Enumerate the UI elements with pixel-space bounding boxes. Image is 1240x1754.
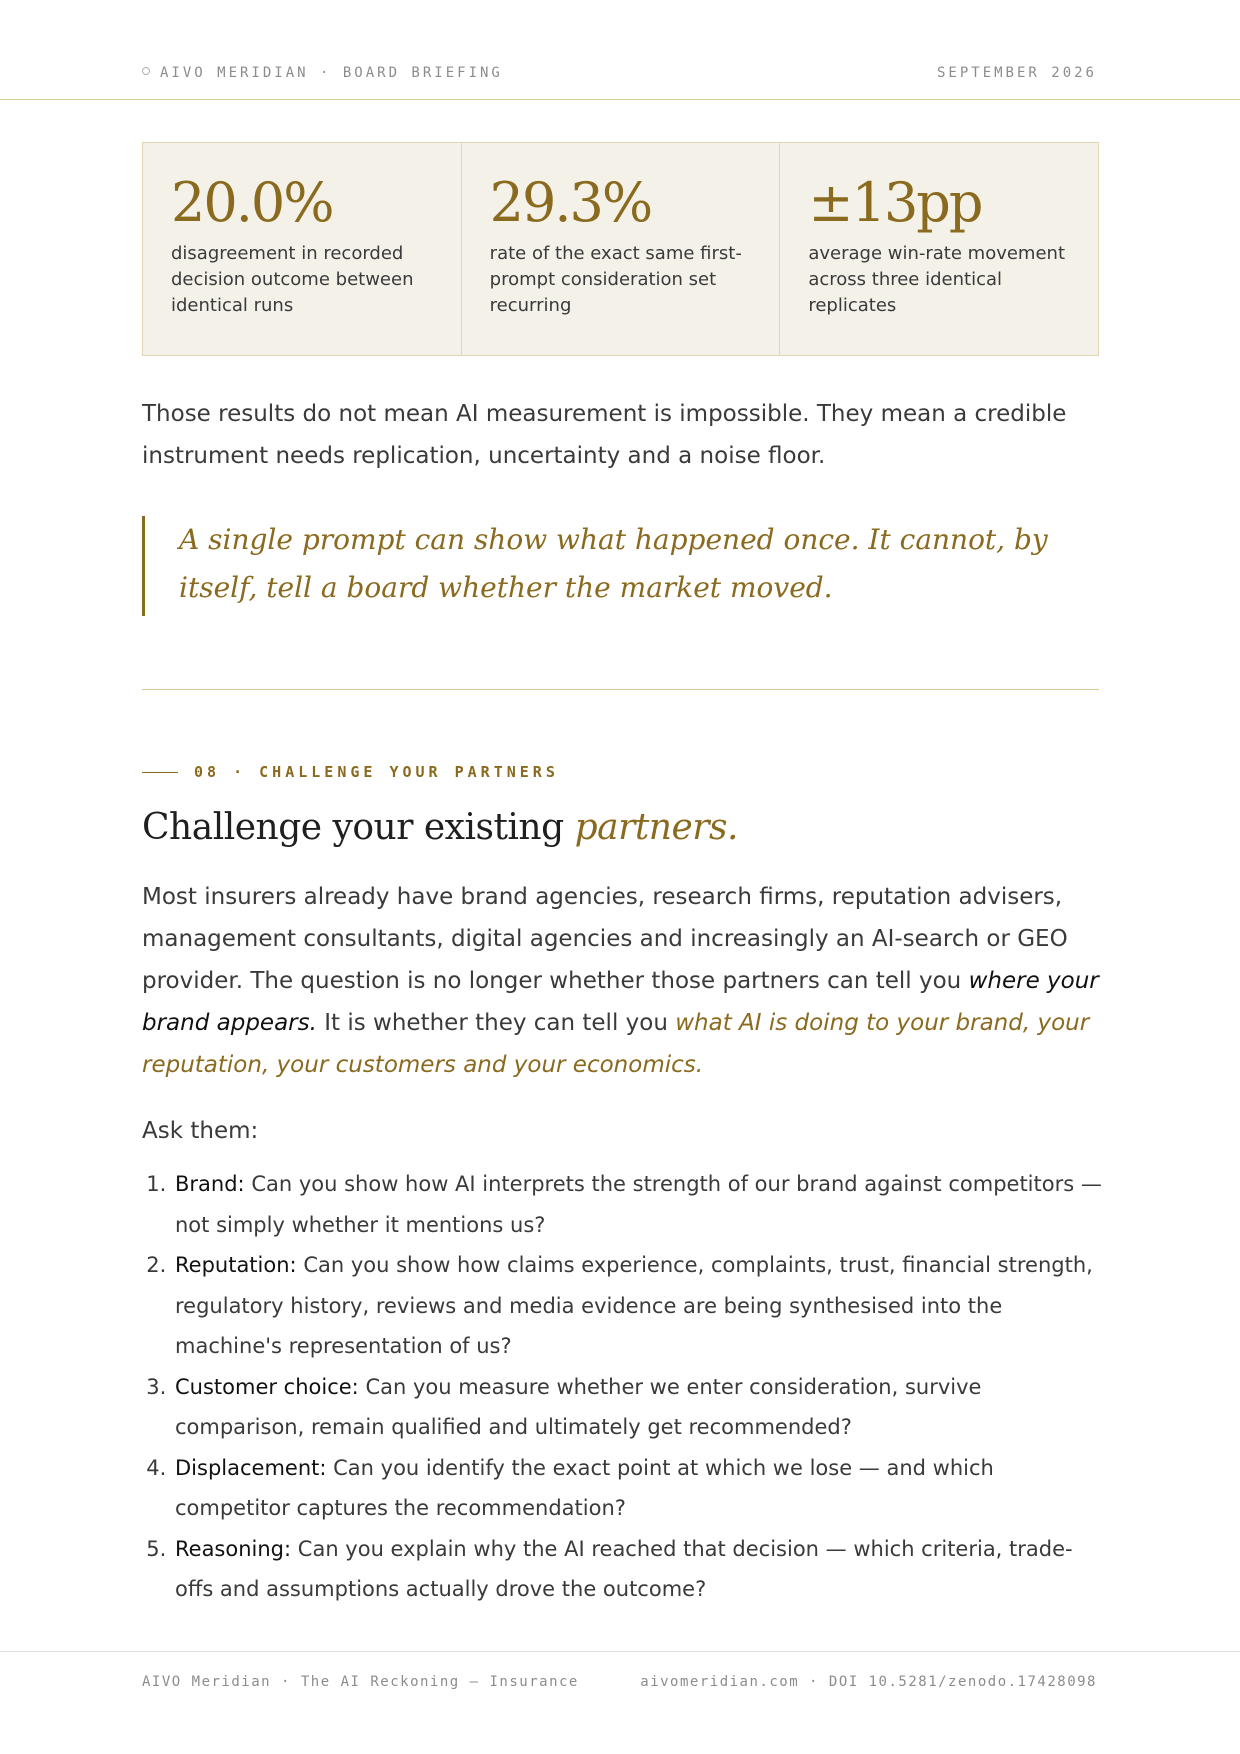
question-lead: Reasoning: [175,1536,292,1561]
stat-description: average win-rate movement across three identical replicates [808,243,1066,316]
section-eyebrow [142,763,559,781]
stat-card [780,143,1098,355]
paragraph-emphasis-2: what AI is doing to your brand, your reputation, your customers and your economics. [142,1010,1090,1078]
question-text: Can you identify the exact point at which we lose — and which competitor captures the recommendation? [175,1455,994,1520]
footer-left: AIVO Meridian · The AI Reckoning — Insurance [142,1674,579,1690]
question-text: Can you show how AI interprets the strength of our brand against competitors — not simply whether it mentions us? [175,1172,1102,1237]
header-brand [142,65,503,81]
section-title-plain: Challenge your existing [142,807,564,848]
page-footer [0,1651,1240,1754]
circle-icon [142,67,150,75]
paragraph-emphasis-1: where your brand appears. [142,968,1099,1036]
stat-card [462,143,781,355]
pull-quote-text: A single prompt can show what happened once. It cannot, by itself, tell a board whether the market moved. [179,523,1048,604]
header-date: SEPTEMBER 2026 [936,65,1097,81]
question-lead: Brand: [175,1172,245,1196]
header-brand-text: AIVO MERIDIAN · BOARD BRIEFING [160,65,503,81]
footer-right: aivomeridian.com · DOI 10.5281/zenodo.17428098 [640,1674,1097,1690]
question-text: Can you explain why the AI reached that decision — which criteria, trade-offs and assumptions actually drove the outcome? [175,1536,1073,1601]
pull-quote [142,516,1102,616]
intro-paragraph: Those results do not mean AI measurement is impossible. They mean a credible instrument needs replication, uncertainty and a noise floor. [142,401,1067,469]
page-header [0,0,1240,100]
stat-card [143,143,462,355]
list-item [173,1529,1102,1610]
list-item [173,1245,1102,1367]
stats-panel [142,142,1099,356]
questions-list [142,1164,1102,1610]
list-item [173,1164,1102,1245]
stat-value: 29.3% [489,171,652,234]
stat-value: 20.0% [171,171,333,234]
question-lead: Customer choice: [175,1374,359,1399]
section-title [142,800,738,856]
question-text: Can you measure whether we enter consideration, survive comparison, remain qualified and ultimately get recommended? [175,1374,982,1439]
question-lead: Displacement: [175,1455,327,1480]
paragraph-part-1: Most insurers already have brand agencies, research firms, reputation advisers, management consultants, digital agencies and increasingly an AI-search or GEO provider. The question is no longer whether those partners can tell you [142,884,1068,994]
section-title-emphasis: partners. [574,807,738,848]
question-text: Can you show how claims experience, complaints, trust, financial strength, regulatory history, reviews and media evidence are being synthesised into the machine's representation of us? [175,1253,1093,1358]
paragraph-part-2: It is whether they can tell you [324,1010,668,1036]
section-eyebrow-text: 08 · CHALLENGE YOUR PARTNERS [194,763,559,781]
section-paragraph [142,876,1102,1086]
list-item [173,1448,1102,1529]
stat-description: disagreement in recorded decision outcome between identical runs [171,243,414,316]
section-divider [142,689,1099,690]
stat-description: rate of the exact same first-prompt consideration set recurring [489,243,742,316]
eyebrow-rule [142,772,178,773]
stat-value: ±13pp [808,171,982,234]
list-item [173,1367,1102,1448]
ask-intro: Ask them: [142,1118,259,1144]
question-lead: Reputation: [175,1253,297,1277]
